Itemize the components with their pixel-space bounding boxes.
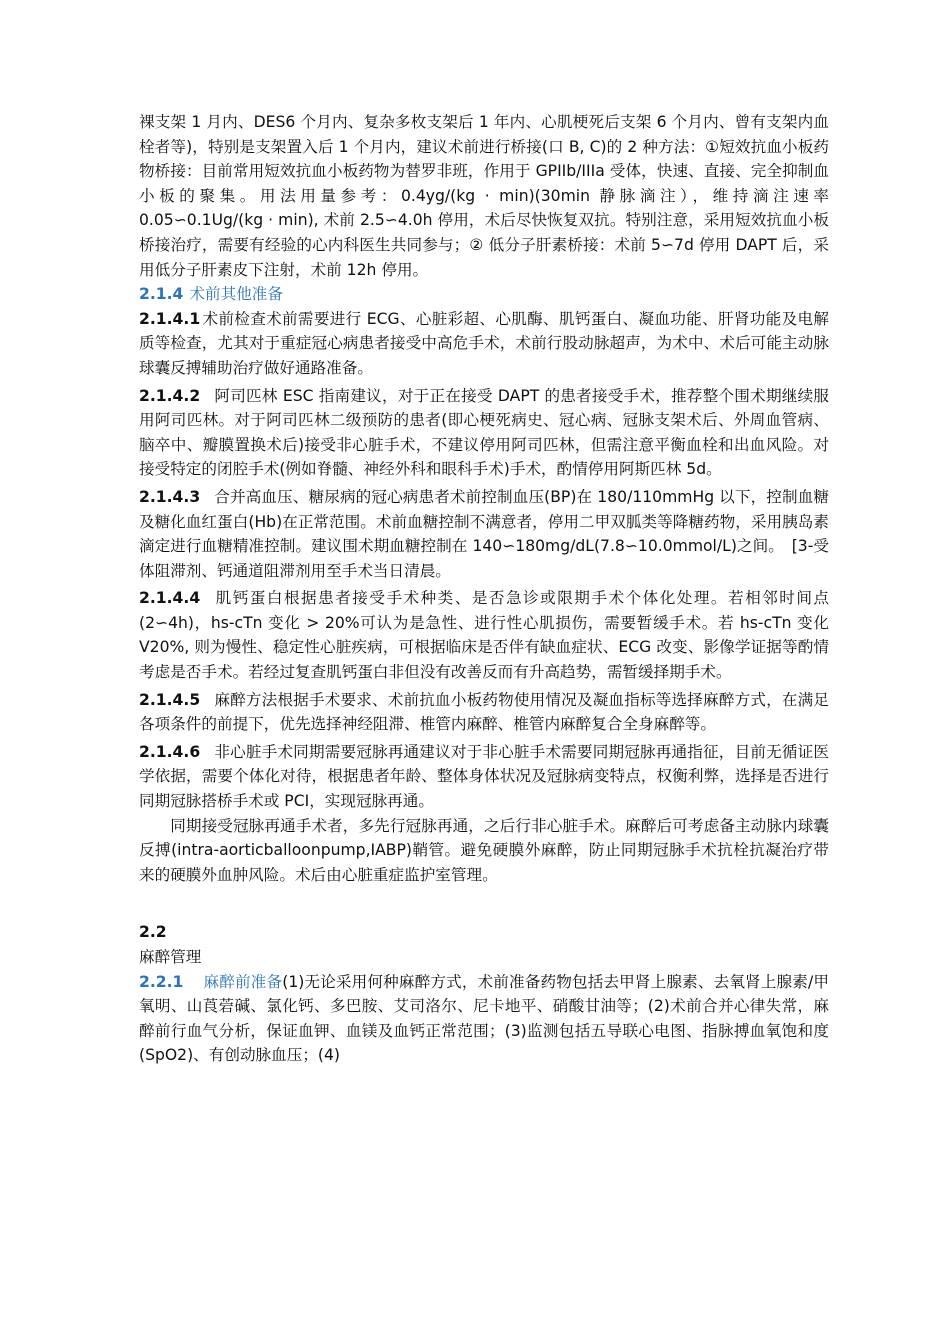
section-text: 阿司匹林 ESC 指南建议，对于正在接受 DAPT 的患者接受手术，推荐整个围术期继续服用阿司匹林。对于阿司匹林二级预防的患者(即心梗死病史、冠心病、冠脉支架术后、外周血管病、脑卒中、瓣膜置换术后)接受非心脏手术，不建议停用阿司匹林，但需注意平衡血栓和出血风险。对接受特定的闭腔手术(例如脊髓、神经外科和眼科手术)手术，酌情停用阿斯匹林 5d。 xyxy=(139,386,829,479)
section-text: 术前检查术前需要进行 ECG、心脏彩超、心肌酶、肌钙蛋白、凝血功能、肝肾功能及电解质等检查，尤其对于重症冠心病患者接受中高危手术，术前行股动脉超声，为术中、术后可能主动脉球囊反搏辅助治疗做好通路准备。 xyxy=(139,309,829,377)
section-2-1-4-5 xyxy=(139,688,829,737)
section-number: 2.2.1 xyxy=(139,972,184,991)
section-number: 2.1.4.4 xyxy=(139,589,201,608)
section-2-2-number: 2.2 xyxy=(139,923,167,942)
section-title: 麻醉前准备 xyxy=(203,972,283,991)
section-2-1-4-3 xyxy=(139,485,829,583)
section-text: 非心脏手术同期需要冠脉再通建议对于非心脏手术需要同期冠脉再通指征，目前无循证医学依据，需要个体化对待，根据患者年龄、整体身体状况及冠脉病变特点，权衡利弊，选择是否进行同期冠脉搭桥手术或 PCI，实现冠脉再通。 xyxy=(139,742,829,811)
section-2-1-4-6 xyxy=(139,740,829,814)
intro-paragraph: 裸支架 1 月内、DES6 个月内、复杂多枚支架后 1 年内、心肌梗死后支架 6 个月内、曾有支架内血栓者等)，特别是支架置入后 1 个月内，建议术前进行桥接(口 B, C)的 2 种方法：①短效抗血小板药物桥接：目前常用短效抗血小板药物为替罗非班，作用于 GPIIb/IIIa 受体，快速、直接、完全抑制血小板的聚集。用法用量参考：0.4yg/(kg · min)(30min 静脉滴注），维持滴注速率 0.05∽0.1Ug/(kg · min), 术前 2.5∽4.0h 停用，术后尽快恢复双抗。特别注意，采用短效抗血小板桥接治疗，需要有经验的心内科医生共同参与；② 低分子肝素桥接：术前 5∽7d 停用 DAPT 后，采用低分子肝素皮下注射，术前 12h 停用。 xyxy=(139,113,829,279)
section-2-1-4-2 xyxy=(139,384,829,482)
section-number: 2.1.4 xyxy=(139,285,184,304)
document-page xyxy=(139,110,829,1068)
section-number: 2.1.4.5 xyxy=(139,690,201,709)
section-title: 术前其他准备 xyxy=(189,285,283,304)
section-2-2-1 xyxy=(139,970,829,1068)
section-number: 2.1.4.6 xyxy=(139,742,201,761)
section-2-1-4-heading xyxy=(139,282,829,307)
section-number: 2.1.4.3 xyxy=(139,487,201,506)
section-text: 肌钙蛋白根据患者接受手术种类、是否急诊或限期手术个体化处理。若相邻时间点(2∽4h)，hs-cTn 变化 > 20%可认为是急性、进行性心肌损伤，需要暂缓手术。若 hs-cTn 变化 V20%, 则为慢性、稳定性心脏疾病，可根据临床是否伴有缺血症状、ECG 改变、影像学证据等酌情考虑是否手术。若经过复查肌钙蛋白非但没有改善反而有升高趋势，需暂缓择期手术。 xyxy=(139,589,829,682)
section-2-1-4-4 xyxy=(139,586,829,684)
section-2-1-4-1 xyxy=(139,307,829,381)
blank-line xyxy=(139,887,829,920)
section-number: 2.1.4.1 xyxy=(139,309,201,328)
section-number: 2.1.4.2 xyxy=(139,386,201,405)
section-text: 麻醉方法根据手术要求、术前抗血小板药物使用情况及凝血指标等选择麻醉方式，在满足各项条件的前提下，优先选择神经阻滞、椎管内麻醉、椎管内麻醉复合全身麻醉等。 xyxy=(139,690,829,734)
section-text: (1)无论采用何种麻醉方式，术前准备药物包括去甲肾上腺素、去氧肾上腺素/甲氧明、山莨菪碱、氯化钙、多巴胺、艾司洛尔、尼卡地平、硝酸甘油等；(2)术前合并心律失常，麻醉前行血气分析，保证血钾、血镁及血钙正常范围；(3)监测包括五导联心电图、指脉搏血氧饱和度(SpO2)、有创动脉血压；(4) xyxy=(139,972,829,1065)
section-text: 合并高血压、糖尿病的冠心病患者术前控制血压(BP)在 180/110mmHg 以下，控制血糖及糖化血红蛋白(Hb)在正常范围。术前血糖控制不满意者，停用二甲双胍类等降糖药物，采用胰岛素滴定进行血糖精准控制。建议围术期血糖控制在 140∽180mg/dL(7.8∽10.0mmol/L)之间。 [3-受体阻滞剂、钙通道阻滞剂用至手术当日清晨。 xyxy=(139,487,829,580)
section-2-2-title: 麻醉管理 xyxy=(139,948,202,966)
sync-surgery-paragraph: 同期接受冠脉再通手术者，多先行冠脉再通，之后行非心脏手术。麻醉后可考虑备主动脉内球囊反搏(intra-aorticballoonpump,IABP)鞘管。避免硬膜外麻醉，防止同期冠脉手术抗栓抗凝治疗带来的硬膜外血肿风险。术后由心脏重症监护室管理。 xyxy=(139,816,829,884)
